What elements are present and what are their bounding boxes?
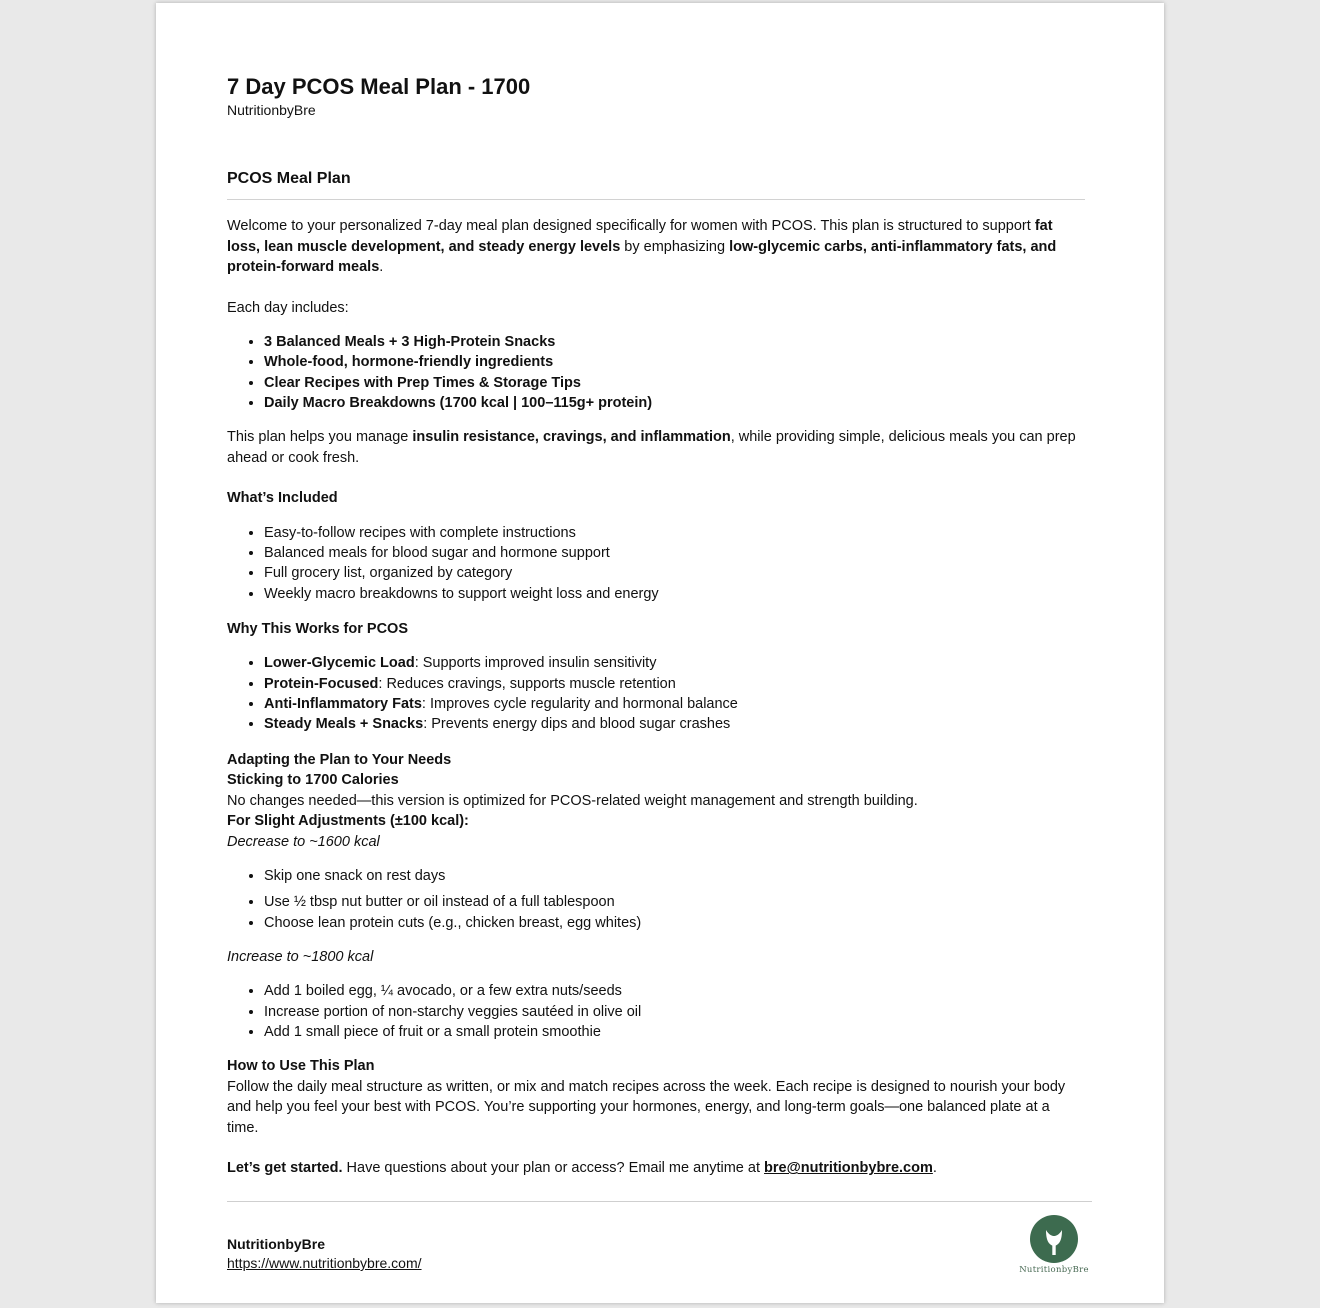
- why-text: : Reduces cravings, supports muscle retention: [378, 675, 676, 692]
- sticking-heading: Sticking to 1700 Calories: [227, 772, 399, 789]
- email-link[interactable]: bre@nutritionbybre.com: [764, 1160, 933, 1177]
- increase-list: [227, 981, 1085, 1042]
- list-item: • Choose lean protein cuts (e.g., chicken breast, egg whites): [264, 913, 1085, 933]
- adapt-heading: Adapting the Plan to Your Needs: [227, 751, 452, 768]
- page-title: 7 Day PCOS Meal Plan - 1700: [227, 74, 531, 99]
- list-item: [264, 714, 1085, 734]
- list-item: [264, 653, 1085, 673]
- brand-logo: [1014, 1214, 1094, 1278]
- manage-text-1: This plan helps you manage: [227, 429, 413, 446]
- list-item: • Balanced meals for blood sugar and hormone support: [264, 543, 1085, 563]
- intro-paragraph: [227, 216, 1085, 278]
- how-to-use-text: Follow the daily meal structure as written, or mix and match recipes across the week. Each recipe is designed to nourish your body and help you feel your best with PCOS. You’re supporting your hormones, energy, and long-term goals—one balanced plate at a time.: [227, 1078, 1066, 1136]
- document-page: [156, 3, 1164, 1303]
- logo-text: NutritionbyBre: [1019, 1265, 1089, 1275]
- slight-adjust-heading: For Slight Adjustments (±100 kcal):: [227, 813, 469, 830]
- why-label: Protein-Focused: [264, 675, 379, 692]
- list-item: • Full grocery list, organized by category: [264, 563, 1085, 583]
- why-label: Lower-Glycemic Load: [264, 655, 415, 672]
- list-item: • Add 1 boiled egg, ¼ avocado, or a few extra nuts/seeds: [264, 981, 1085, 1001]
- footer-divider: [227, 1201, 1092, 1202]
- list-item: • Weekly macro breakdowns to support weight loss and energy: [264, 584, 1085, 604]
- whats-included-list: [227, 523, 1085, 604]
- manage-paragraph: [227, 427, 1085, 468]
- list-item: • Clear Recipes with Prep Times & Storage Tips: [264, 373, 1085, 393]
- list-item: • Skip one snack on rest days: [264, 866, 1085, 886]
- footer-brand: NutritionbyBre: [227, 1236, 325, 1252]
- author-name: NutritionbyBre: [227, 102, 316, 118]
- decrease-list: [227, 866, 1085, 933]
- sticking-text: No changes needed—this version is optimized for PCOS-related weight management and strength building.: [227, 792, 918, 809]
- footer-website-link[interactable]: https://www.nutritionbybre.com/: [227, 1255, 422, 1271]
- why-heading: Why This Works for PCOS: [227, 620, 409, 637]
- manage-text-2: , while providing simple, delicious meals you can prep ahead or cook fresh.: [227, 429, 1076, 466]
- why-list: [227, 653, 1085, 734]
- logo-leaf-icon: [1029, 1214, 1079, 1264]
- includes-list: [227, 332, 1085, 413]
- list-item: • Use ½ tbsp nut butter or oil instead of a full tablespoon: [264, 892, 1085, 912]
- intro-bold-2: low-glycemic carbs, anti-inflammatory fats, and protein-forward meals: [227, 238, 1057, 275]
- each-day-label: Each day includes:: [227, 299, 349, 316]
- list-item: • Whole-food, hormone-friendly ingredients: [264, 352, 1085, 372]
- list-item: [264, 674, 1085, 694]
- increase-label: Increase to ~1800 kcal: [227, 948, 374, 965]
- closing-bold: Let’s get started.: [227, 1160, 343, 1177]
- intro-bold-1: fat loss, lean muscle development, and steady energy levels: [227, 218, 1053, 255]
- decrease-label: Decrease to ~1600 kcal: [227, 833, 380, 850]
- intro-text-1: Welcome to your personalized 7-day meal plan designed specifically for women with PCOS. This plan is structured to support: [227, 218, 1035, 234]
- why-label: Anti-Inflammatory Fats: [264, 695, 422, 712]
- why-text: : Improves cycle regularity and hormonal balance: [421, 695, 738, 712]
- intro-text-3: .: [379, 259, 384, 275]
- closing-end: .: [932, 1160, 937, 1177]
- why-label: Steady Meals + Snacks: [264, 716, 424, 733]
- list-item: • Increase portion of non-starchy veggies sautéed in olive oil: [264, 1002, 1085, 1022]
- list-item: • 3 Balanced Meals + 3 High-Protein Snacks: [264, 332, 1085, 352]
- why-text: : Prevents energy dips and blood sugar crashes: [423, 716, 731, 733]
- why-text: : Supports improved insulin sensitivity: [414, 655, 657, 672]
- list-item: [264, 694, 1085, 714]
- whats-included-heading: What’s Included: [227, 490, 338, 507]
- closing-paragraph: [227, 1158, 1085, 1179]
- how-to-use-heading: How to Use This Plan: [227, 1058, 375, 1075]
- manage-bold: insulin resistance, cravings, and inflammation: [412, 429, 731, 446]
- list-item: • Add 1 small piece of fruit or a small protein smoothie: [264, 1022, 1085, 1042]
- list-item: • Daily Macro Breakdowns (1700 kcal | 100–115g+ protein): [264, 393, 1085, 413]
- closing-text: Have questions about your plan or access? Email me anytime at: [342, 1160, 765, 1177]
- intro-text-2: by emphasizing: [620, 238, 730, 255]
- section-heading: PCOS Meal Plan: [227, 167, 1085, 200]
- document-body: [227, 73, 1085, 1179]
- list-item: • Easy-to-follow recipes with complete instructions: [264, 523, 1085, 543]
